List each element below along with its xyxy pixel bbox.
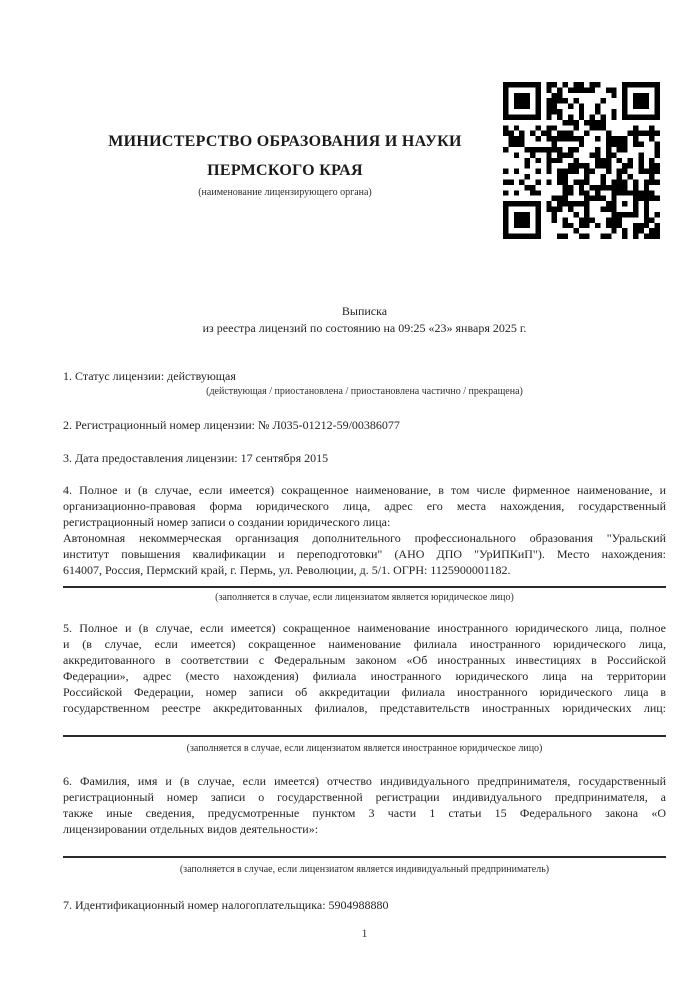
- item-legal-entity: [63, 482, 666, 578]
- item-foreign-entity: [63, 620, 666, 716]
- authority-name-line1: МИНИСТЕРСТВО ОБРАЗОВАНИЯ И НАУКИ: [108, 133, 462, 150]
- authority-name-caption: (наименование лицензирующего органа): [198, 187, 372, 198]
- item-taxpayer-number: 7. Идентификационный номер налогоплательщика: 5904988880: [63, 898, 389, 912]
- foreign-entity-label: 5. Полное и (в случае, если имеется) сокращенное наименование иностранного юридического лица, полное и (в случае, если имеется) сокращенное наименование филиала иностранного юридического лица, аккредитованного в соответствии с Федеральным законом «Об иностранных инвестициях в Российской Федерации», адрес (место нахождения) филиала иностранного юридического лица на территории Российской Федерации, номер записи об аккредитации филиала иностранного юридического лица в государственном реестре аккредитованных филиалов, представительств иностранных юридических лиц:: [63, 621, 666, 715]
- item-individual-entrepreneur: [63, 773, 666, 837]
- licensing-authority-header: [63, 127, 507, 199]
- authority-name-line2: ПЕРМСКОГО КРАЯ: [207, 162, 363, 179]
- item-registration-number: 2. Регистрационный номер лицензии: № Л035-01212-59/00386077: [63, 418, 400, 432]
- legal-entity-label: 4. Полное и (в случае, если имеется) сокращенное наименование, в том числе фирменное наименование, и организационно-правовая форма юридического лица, адрес его места нахождения, государственный регистрационный номер записи о создании юридического лица:: [63, 483, 666, 529]
- item-license-status-note: (действующая / приостановлена / приостановлена частично / прекращена): [206, 386, 523, 397]
- page-number: 1: [361, 926, 368, 940]
- foreign-entity-fill-line: [63, 735, 666, 737]
- individual-entrepreneur-note: (заполняется в случае, если лицензиатом является индивидуальный предприниматель): [179, 864, 550, 875]
- item-grant-date: 3. Дата предоставления лицензии: 17 сентября 2015: [63, 451, 329, 465]
- individual-entrepreneur-fill-line: [63, 856, 666, 858]
- title-line1: Выписка: [341, 304, 388, 318]
- title-line2: из реестра лицензий по состоянию на 09:25 «23» января 2025 г.: [202, 321, 527, 335]
- legal-entity-note: (заполняется в случае, если лицензиатом является юридическое лицо): [215, 592, 514, 603]
- item-license-status: 1. Статус лицензии: действующая: [63, 369, 236, 383]
- foreign-entity-note: (заполняется в случае, если лицензиатом является иностранное юридическое лицо): [186, 743, 543, 754]
- document-title: [63, 303, 666, 337]
- individual-entrepreneur-label: 6. Фамилия, имя и (в случае, если имеется) отчество индивидуального предпринимателя, государственный регистрационный номер записи о государственной регистрации индивидуального предпринимателя, а также иные сведения, предусмотренные пунктом 3 части 1 статьи 15 Федерального закона «О лицензировании отдельных видов деятельности»:: [63, 774, 666, 836]
- legal-entity-underline: [63, 586, 666, 588]
- legal-entity-value: Автономная некоммерческая организация дополнительного профессионального образования "Уральский институт повышения квалификации и переподготовки" (АНО ДПО "УрИПКиП"). Место нахождения: 614007, Россия, Пермский край, г. Пермь, ул. Революции, д. 5/1. ОГРН: 1125900001182.: [63, 531, 666, 577]
- qr-code-icon: [503, 82, 660, 239]
